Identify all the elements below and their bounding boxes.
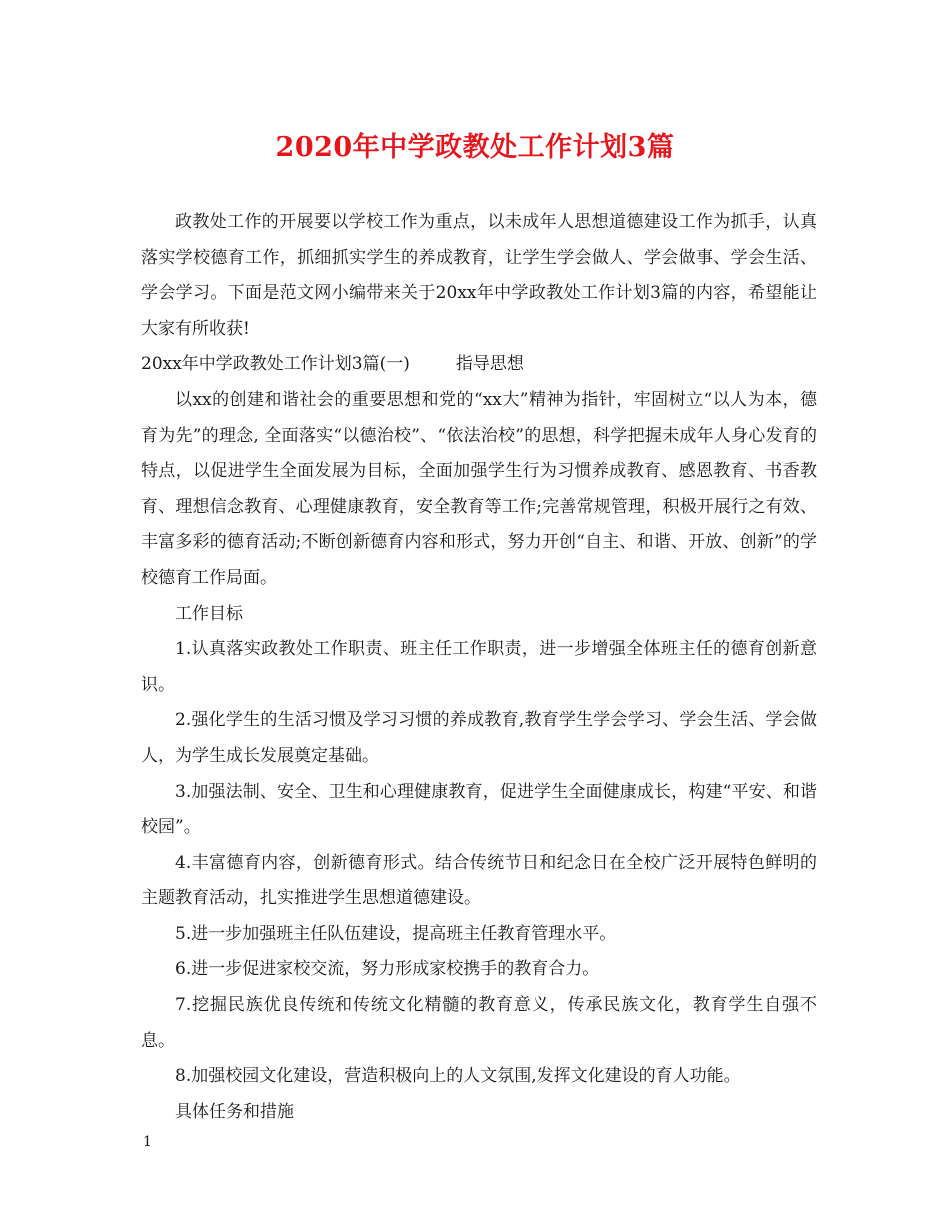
section-subheading: 指导思想: [455, 354, 524, 375]
document-title: 2020年中学政教处工作计划3篇: [275, 132, 675, 163]
goals-heading: 工作目标: [175, 603, 243, 624]
intro-paragraph: 政教处工作的开展要以学校工作为重点，以未成年人思想道德建设工作为抓手，认真落实学校德育工作，抓细抓实学生的养成教育，让学生学会做人、学会做事、学会生活、学会学习。下面是范文网小编带来关于20xx年中学政教处工作计划3篇的内容，希望能让大家有所收获!: [141, 212, 817, 339]
tasks-heading: 具体任务和措施: [175, 1101, 294, 1122]
document-body: [141, 205, 817, 1130]
goal-item: 5.进一步加强班主任队伍建设，提高班主任教育管理水平。: [175, 923, 617, 944]
goal-item: 1.认真落实政教处工作职责、班主任工作职责，进一步增强全体班主任的德育创新意识。: [141, 639, 817, 695]
section-heading: 20xx年中学政教处工作计划3篇(一): [141, 354, 410, 375]
goal-item: 6.进一步促进家校交流，努力形成家校携手的教育合力。: [175, 959, 600, 980]
goal-item: 8.加强校园文化建设，营造积极向上的人文氛围,发挥文化建设的育人功能。: [175, 1066, 741, 1087]
goal-item: 2.强化学生的生活习惯及学习习惯的养成教育,教育学生学会学习、学会生活、学会做人，为学生成长发展奠定基础。: [141, 710, 817, 766]
goal-item: 3.加强法制、安全、卫生和心理健康教育，促进学生全面健康成长，构建“平安、和谐校园”。: [141, 781, 817, 838]
guiding-paragraph: 以xx的创建和谐社会的重要思想和党的“xx大”精神为指针，牢固树立“以人为本，德育为先”的理念, 全面落实“以德治校”、“依法治校”的思想，科学把握未成年人身心发育的特点，以促进学生全面发展为目标，全面加强学生行为习惯养成教育、感恩教育、书香教育、理想信念教育、心理健康教育，安全教育等工作;完善常规管理，积极开展行之有效、丰富多彩的德育活动;不断创新德育内容和形式，努力开创“自主、和谐、开放、创新”的学校德育工作局面。: [141, 389, 817, 588]
goal-item: 4.丰富德育内容，创新德育形式。结合传统节日和纪念日在全校广泛开展特色鲜明的主题教育活动，扎实推进学生思想道德建设。: [141, 852, 817, 909]
page-number: 1: [143, 1134, 152, 1150]
section-heading-line: [141, 347, 817, 383]
goal-item: 7.挖掘民族优良传统和传统文化精髓的教育意义，传承民族文化，教育学生自强不息。: [141, 995, 817, 1051]
